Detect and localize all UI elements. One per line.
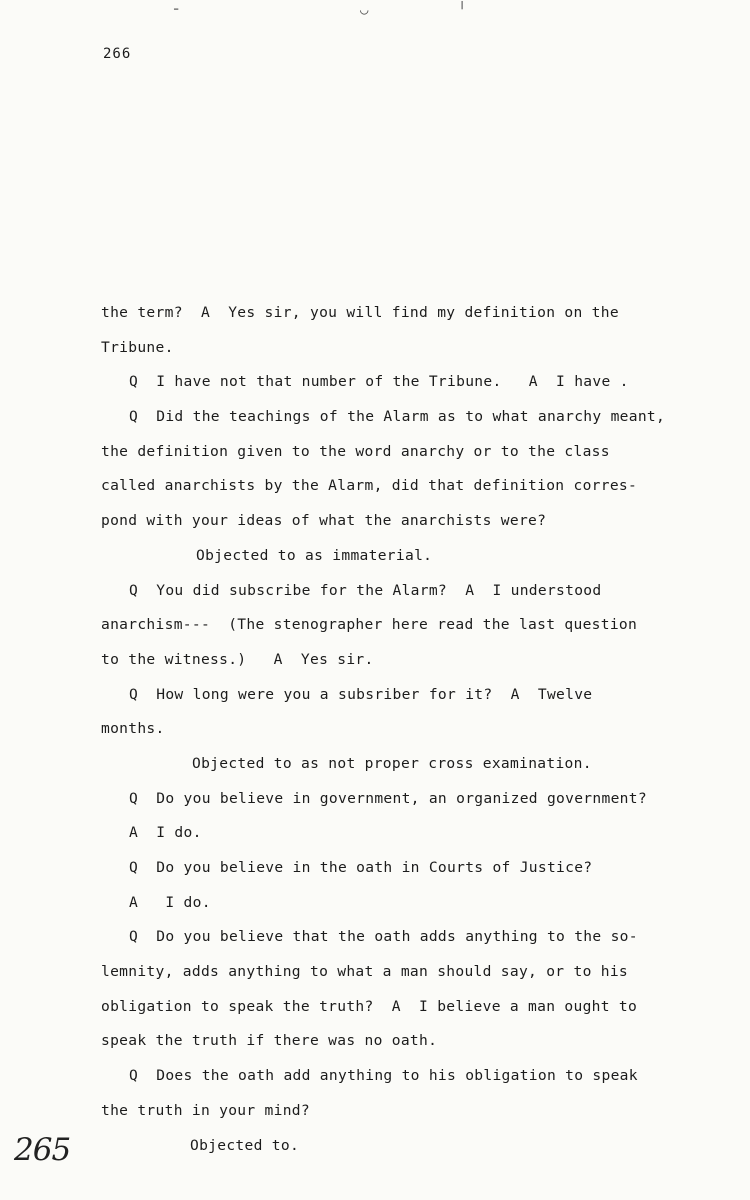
transcript-line: Objected to as immaterial. bbox=[196, 546, 433, 564]
transcript-line: called anarchists by the Alarm, did that definition corres- bbox=[101, 477, 638, 495]
transcript-line: A I do. bbox=[129, 824, 202, 842]
transcript-line: Objected to. bbox=[190, 1136, 300, 1154]
punch-hole-mark-center: ◡ bbox=[360, 2, 369, 18]
transcript-line: A I do. bbox=[129, 893, 211, 911]
punch-hole-mark-right: ╵ bbox=[458, 2, 467, 18]
transcript-line: months. bbox=[101, 720, 165, 738]
handwritten-page-note: 265 bbox=[14, 1132, 71, 1168]
transcript-line: anarchism--- (The stenographer here read the last question bbox=[101, 616, 638, 634]
transcript-line: Q Do you believe in the oath in Courts of Justice? bbox=[129, 859, 593, 876]
transcript-line: Q Do you believe that the oath adds anything to the so- bbox=[129, 928, 638, 946]
transcript-line: Q You did subscribe for the Alarm? A I understood bbox=[129, 581, 602, 599]
transcript-line: Tribune. bbox=[101, 338, 174, 356]
punch-hole-mark-left: ╴ bbox=[174, 2, 183, 18]
transcript-line: Q How long were you a subsriber for it? A Twelve bbox=[129, 685, 593, 703]
transcript-line: the term? A Yes sir, you will find my definition on the bbox=[101, 304, 619, 321]
page-number: 266 bbox=[103, 46, 132, 62]
transcript-body bbox=[101, 296, 691, 1163]
transcript-line: Q I have not that number of the Tribune. A I have . bbox=[129, 373, 629, 391]
transcript-line: Objected to as not proper cross examination. bbox=[192, 754, 592, 772]
transcript-line: the definition given to the word anarchy or to the class bbox=[101, 442, 610, 460]
transcript-line: to the witness.) A Yes sir. bbox=[101, 650, 374, 668]
transcript-line: lemnity, adds anything to what a man should say, or to his bbox=[101, 963, 628, 981]
transcript-line: pond with your ideas of what the anarchists were? bbox=[101, 512, 547, 530]
transcript-line: obligation to speak the truth? A I believe a man ought to bbox=[101, 997, 638, 1015]
transcript-line: speak the truth if there was no oath. bbox=[101, 1032, 438, 1050]
transcript-line: Q Did the teachings of the Alarm as to what anarchy meant, bbox=[129, 408, 666, 426]
transcript-line: the truth in your mind? bbox=[101, 1101, 310, 1119]
transcript-line: Q Does the oath add anything to his obligation to speak bbox=[129, 1067, 638, 1085]
transcript-line: Q Do you believe in government, an organized government? bbox=[129, 789, 647, 807]
